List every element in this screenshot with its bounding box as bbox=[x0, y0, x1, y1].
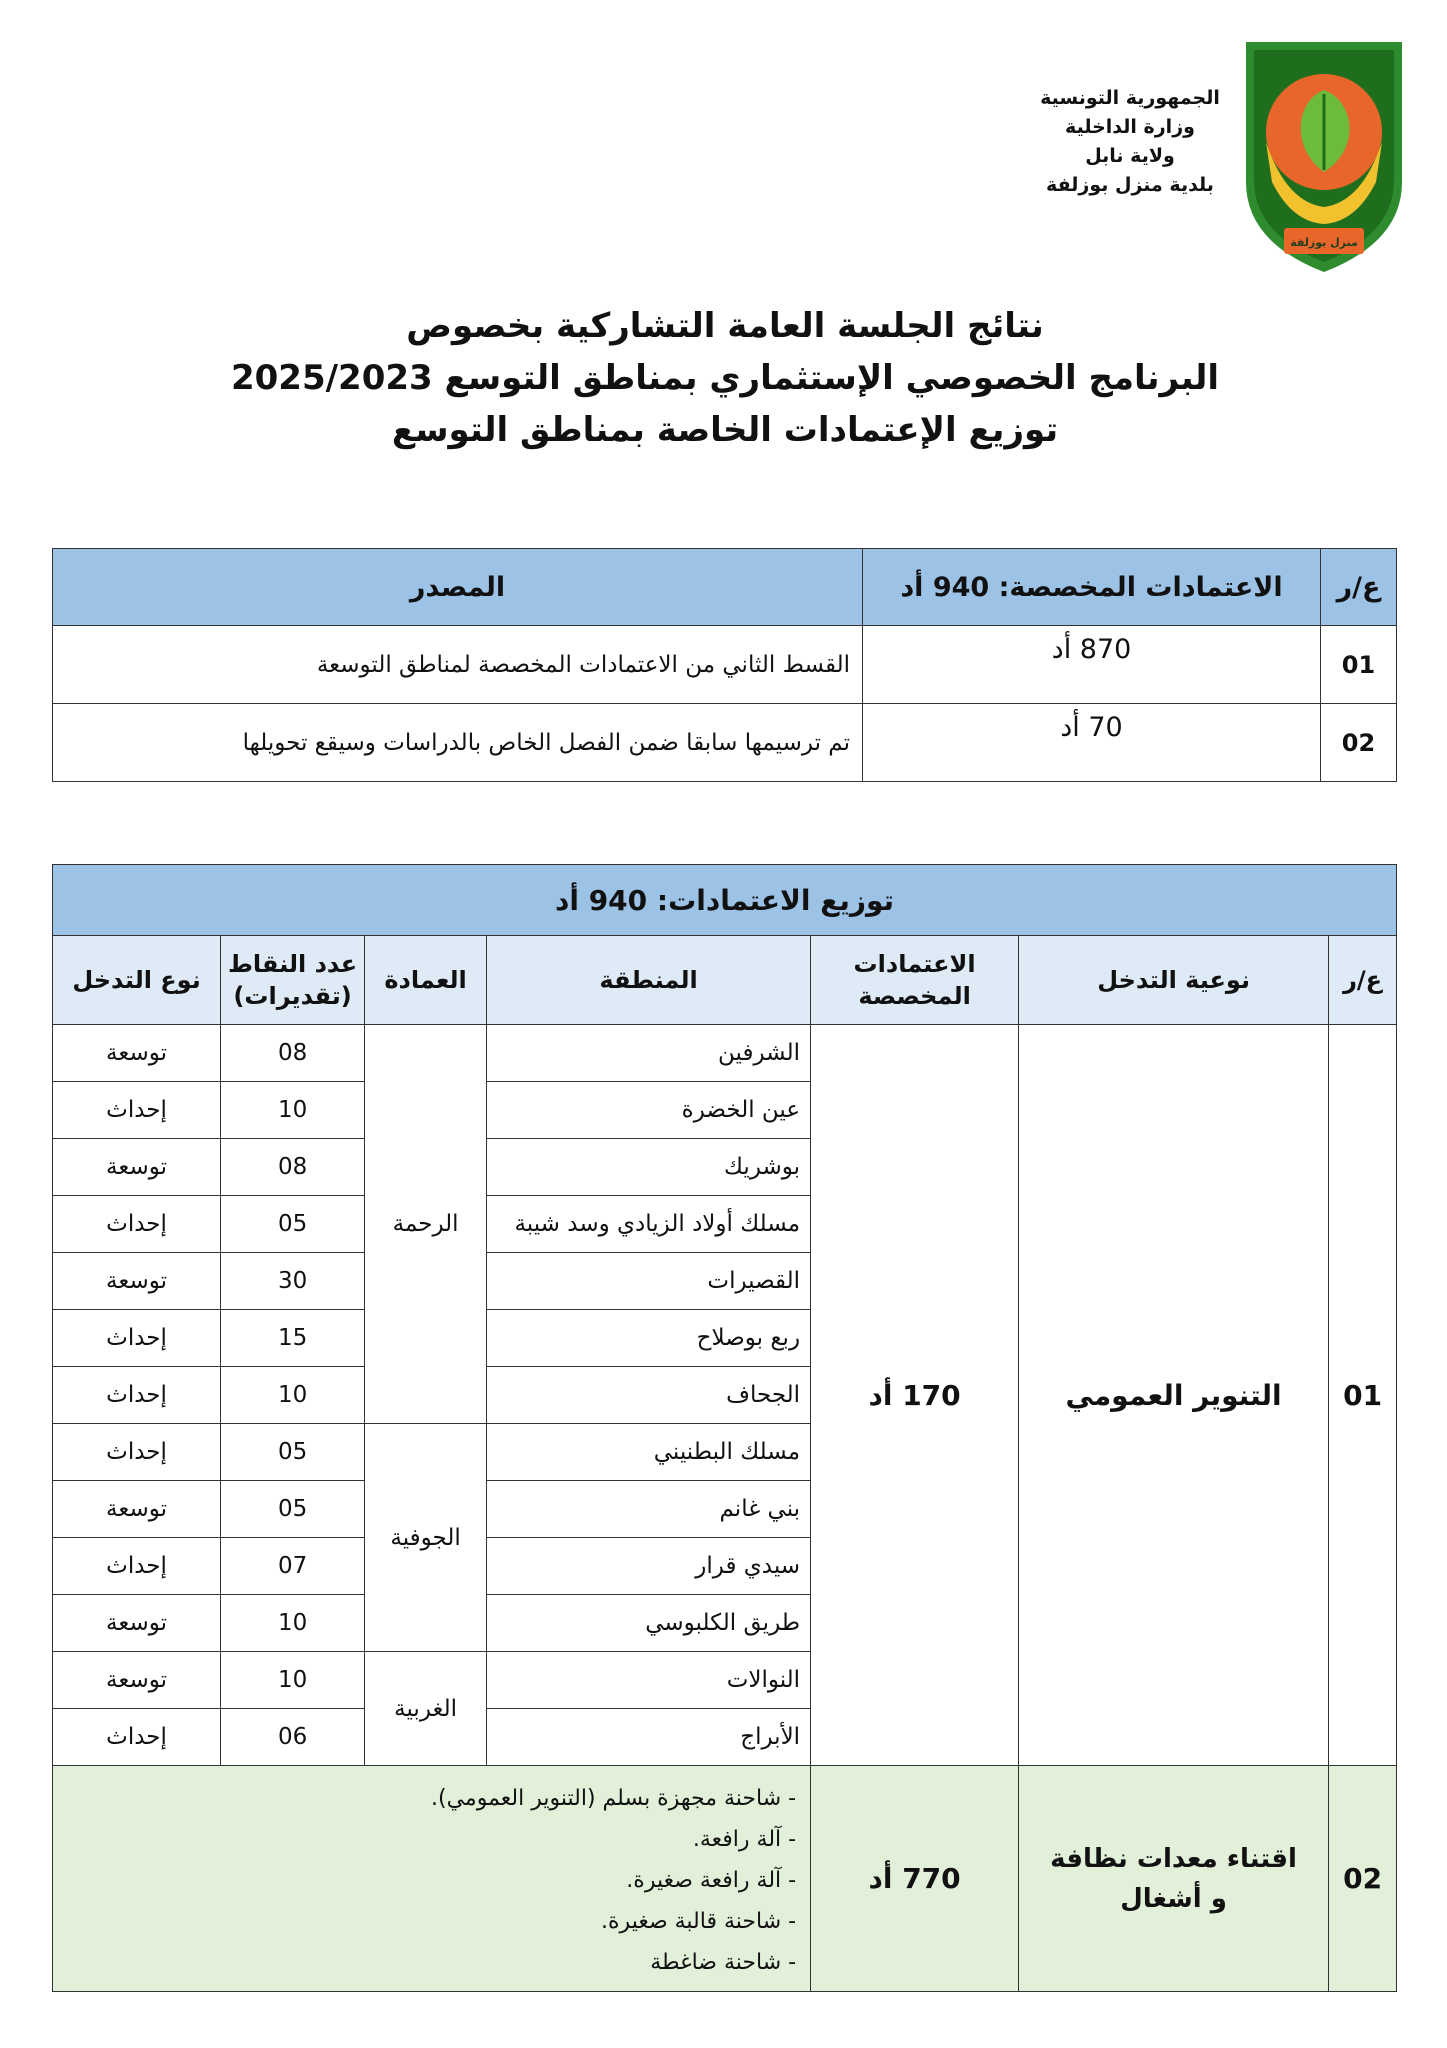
header-intervention: نوعية التدخل bbox=[1019, 936, 1329, 1025]
region-cell: بني غانم bbox=[487, 1481, 811, 1538]
imada-cell: الجوفية bbox=[365, 1424, 487, 1652]
header-points: عدد النقاط (تقديرات) bbox=[221, 936, 365, 1025]
row-num: 02 bbox=[1321, 704, 1397, 782]
distribution-caption: توزيع الاعتمادات: 940 أد bbox=[53, 865, 1397, 936]
points-cell: 30 bbox=[221, 1253, 365, 1310]
logo-text: منزل بوزلفة bbox=[1290, 236, 1358, 249]
section-amount: 170 أد bbox=[811, 1025, 1019, 1766]
region-cell: عين الخضرة bbox=[487, 1082, 811, 1139]
municipality-logo bbox=[1226, 32, 1422, 278]
header-type: نوع التدخل bbox=[53, 936, 221, 1025]
org-line-municipality: بلدية منزل بوزلفة bbox=[1046, 174, 1214, 196]
title-line-3: توزيع الإعتمادات الخاصة بمناطق التوسع bbox=[391, 410, 1059, 450]
header-region: المنطقة bbox=[487, 936, 811, 1025]
points-cell: 10 bbox=[221, 1367, 365, 1424]
type-cell: إحداث bbox=[53, 1709, 221, 1766]
type-cell: إحداث bbox=[53, 1367, 221, 1424]
region-cell: القصيرات bbox=[487, 1253, 811, 1310]
header-num: ع/ر bbox=[1329, 936, 1397, 1025]
equipment-list bbox=[53, 1766, 811, 1992]
header-source: المصدر bbox=[53, 549, 863, 626]
type-cell: توسعة bbox=[53, 1025, 221, 1082]
table-row bbox=[53, 1766, 1397, 1992]
imada-cell: الغربية bbox=[365, 1652, 487, 1766]
title-line-2: البرنامج الخصوصي الإستثماري بمناطق التوسع 2025/2023 bbox=[230, 358, 1220, 398]
header-imada: العمادة bbox=[365, 936, 487, 1025]
list-item: - آلة رافعة صغيرة. bbox=[626, 1868, 797, 1893]
points-cell: 05 bbox=[221, 1196, 365, 1253]
row-num: 01 bbox=[1321, 626, 1397, 704]
list-item: - شاحنة قالبة صغيرة. bbox=[601, 1909, 797, 1934]
region-cell: مسلك البطنيني bbox=[487, 1424, 811, 1481]
points-cell: 05 bbox=[221, 1424, 365, 1481]
region-cell: الشرفين bbox=[487, 1025, 811, 1082]
type-cell: توسعة bbox=[53, 1652, 221, 1709]
type-cell: إحداث bbox=[53, 1196, 221, 1253]
intervention-line-1: اقتناء معدات نظافة bbox=[1050, 1843, 1297, 1874]
points-cell: 10 bbox=[221, 1652, 365, 1709]
points-cell: 10 bbox=[221, 1595, 365, 1652]
header-allocated: الاعتمادات المخصصة: 940 أد bbox=[863, 549, 1321, 626]
section-amount: 770 أد bbox=[811, 1766, 1019, 1992]
row-source: القسط الثاني من الاعتمادات المخصصة لمناطق التوسعة bbox=[53, 626, 863, 704]
row-amount: 70 أد bbox=[863, 704, 1321, 782]
region-cell: مسلك أولاد الزيادي وسد شيبة bbox=[487, 1196, 811, 1253]
imada-cell: الرحمة bbox=[365, 1025, 487, 1424]
org-line-republic: الجمهورية التونسية bbox=[1040, 87, 1220, 109]
row-amount: 870 أد bbox=[863, 626, 1321, 704]
type-cell: إحداث bbox=[53, 1538, 221, 1595]
points-cell: 05 bbox=[221, 1481, 365, 1538]
organization-header bbox=[1040, 84, 1220, 200]
points-cell: 08 bbox=[221, 1025, 365, 1082]
list-item: - آلة رافعة. bbox=[692, 1827, 797, 1852]
points-cell: 07 bbox=[221, 1538, 365, 1595]
allocations-source-table bbox=[52, 548, 1397, 782]
intervention-line-2: و أشغال bbox=[1120, 1883, 1227, 1914]
row-source: تم ترسيمها سابقا ضمن الفصل الخاص بالدراسات وسيقع تحويلها bbox=[53, 704, 863, 782]
type-cell: إحداث bbox=[53, 1310, 221, 1367]
type-cell: توسعة bbox=[53, 1481, 221, 1538]
allocations-distribution-table bbox=[52, 864, 1397, 1992]
document-titles bbox=[150, 300, 1300, 456]
points-cell: 08 bbox=[221, 1139, 365, 1196]
title-line-1: نتائج الجلسة العامة التشاركية بخصوص bbox=[406, 306, 1044, 346]
region-cell: الأبراج bbox=[487, 1709, 811, 1766]
type-cell: توسعة bbox=[53, 1595, 221, 1652]
points-cell: 15 bbox=[221, 1310, 365, 1367]
type-cell: إحداث bbox=[53, 1424, 221, 1481]
header-num: ع/ر bbox=[1321, 549, 1397, 626]
region-cell: طريق الكلبوسي bbox=[487, 1595, 811, 1652]
region-cell: النوالات bbox=[487, 1652, 811, 1709]
region-cell: ربع بوصلاح bbox=[487, 1310, 811, 1367]
table-header-row bbox=[53, 936, 1397, 1025]
region-cell: الجحاف bbox=[487, 1367, 811, 1424]
org-line-ministry: وزارة الداخلية bbox=[1065, 116, 1195, 138]
header-allocated: الاعتمادات المخصصة bbox=[811, 936, 1019, 1025]
org-line-governorate: ولاية نابل bbox=[1085, 145, 1175, 167]
table-row bbox=[53, 1025, 1397, 1082]
table-row bbox=[53, 704, 1397, 782]
type-cell: توسعة bbox=[53, 1253, 221, 1310]
type-cell: توسعة bbox=[53, 1139, 221, 1196]
region-cell: سيدي قرار bbox=[487, 1538, 811, 1595]
region-cell: بوشريك bbox=[487, 1139, 811, 1196]
section-intervention: التنوير العمومي bbox=[1019, 1025, 1329, 1766]
table-row bbox=[53, 626, 1397, 704]
section-intervention bbox=[1019, 1766, 1329, 1992]
type-cell: إحداث bbox=[53, 1082, 221, 1139]
table-header-row bbox=[53, 549, 1397, 626]
section-num: 01 bbox=[1329, 1025, 1397, 1766]
list-item: - شاحنة ضاغطة bbox=[650, 1950, 797, 1975]
points-cell: 06 bbox=[221, 1709, 365, 1766]
points-cell: 10 bbox=[221, 1082, 365, 1139]
table-caption-row bbox=[53, 865, 1397, 936]
list-item: - شاحنة مجهزة بسلم (التنوير العمومي). bbox=[431, 1786, 797, 1811]
section-num: 02 bbox=[1329, 1766, 1397, 1992]
